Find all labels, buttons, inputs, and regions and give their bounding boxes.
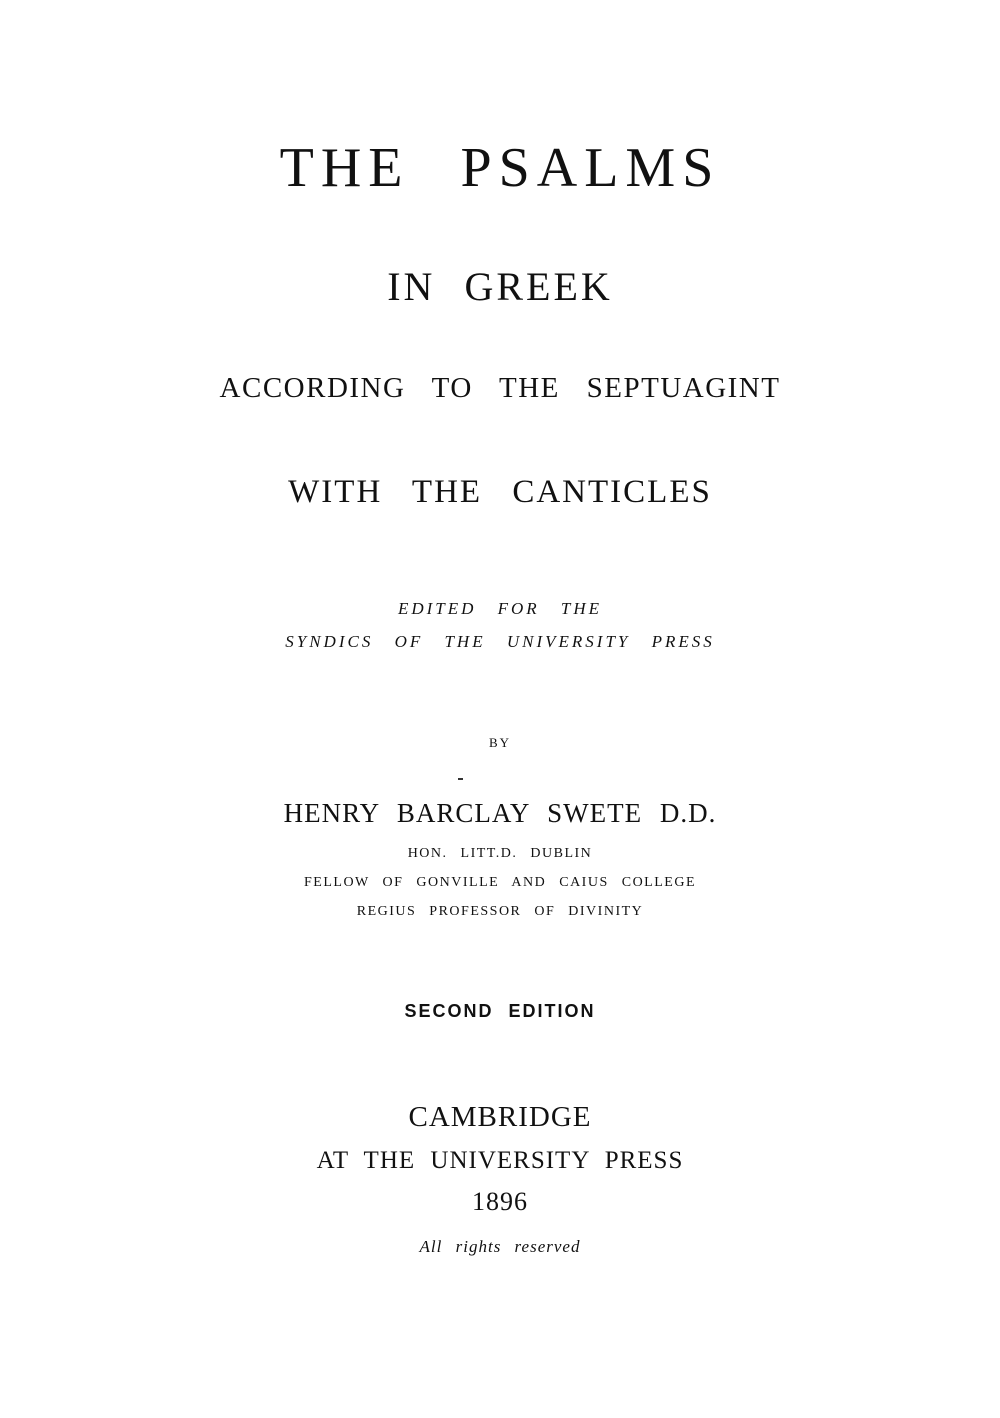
publisher: AT THE UNIVERSITY PRESS <box>316 1147 684 1174</box>
author-credential: REGIUS PROFESSOR OF DIVINITY <box>356 904 644 919</box>
according-line: ACCORDING TO THE SEPTUAGINT <box>219 372 781 404</box>
edition-label: SECOND EDITION <box>404 1001 596 1021</box>
author-name: HENRY BARCLAY SWETE D.D. <box>283 798 717 828</box>
edited-for-line: EDITED FOR THE <box>397 599 603 618</box>
by-line: BY <box>488 735 512 750</box>
book-title: THE PSALMS <box>279 137 721 199</box>
author-credential: HON. LITT.D. DUBLIN <box>407 846 593 861</box>
canticles-line: WITH THE CANTICLES <box>288 474 712 510</box>
author-credential: FELLOW OF GONVILLE AND CAIUS COLLEGE <box>304 875 696 890</box>
printer-mark <box>458 778 463 780</box>
book-subtitle: IN GREEK <box>387 264 613 309</box>
publication-year: 1896 <box>472 1187 528 1216</box>
rights-notice: All rights reserved <box>419 1237 581 1256</box>
publication-place: CAMBRIDGE <box>408 1101 592 1133</box>
syndics-line: SYNDICS OF THE UNIVERSITY PRESS <box>285 632 715 651</box>
